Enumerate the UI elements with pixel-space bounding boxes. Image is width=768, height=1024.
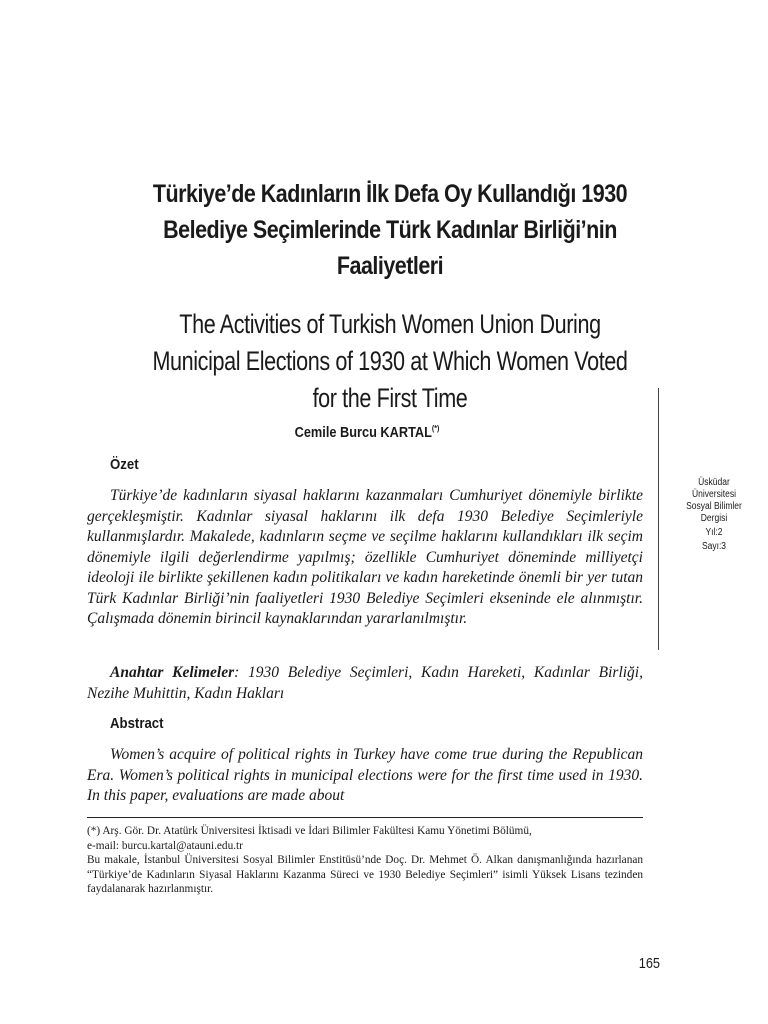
author-name: Cemile Burcu KARTAL — [294, 425, 432, 441]
title-en-line: Municipal Elections of 1930 at Which Women Voted — [152, 346, 628, 376]
footnotes — [87, 824, 643, 897]
keywords — [87, 663, 643, 704]
ozet-text — [87, 486, 643, 630]
footnote-thesis: Bu makale, İstanbul Üniversitesi Sosyal Bilimler Enstitüsü’nde Doç. Dr. Mehmet Ö. Alkan danışmanlığında hazırlanan “Türkiye’de Kadınların Siyasal Haklarını Kazanma Süreci ve 1930 Belediye Seçimleri” isimli Yüksek Lisans tezinden faydalanarak hazırlanmıştır. — [87, 854, 643, 895]
journal-name-line: Üsküdar — [698, 477, 730, 488]
keywords-text: : 1930 Belediye Seçimleri, Kadın Hareketi, Kadınlar Birliği, Nezihe Muhittin, Kadın Hakları — [87, 664, 643, 702]
abstract-heading: Abstract — [110, 715, 164, 732]
journal-name-line: Sosyal Bilimler — [686, 501, 742, 512]
abstract-body: Women’s acquire of political rights in Turkey have come true during the Republican Era. Women’s political rights in municipal elections were for the first time used in 1930. In this paper, evaluations are made about — [87, 746, 643, 804]
footnote-affiliation: (*) Arş. Gör. Dr. Atatürk Üniversitesi İktisadi ve İdari Bilimler Fakültesi Kamu Yönetimi Bölümü, — [87, 825, 532, 837]
title-tr-line: Türkiye’de Kadınların İlk Defa Oy Kullandığı 1930 — [152, 180, 628, 208]
article-title-turkish — [115, 176, 665, 284]
title-tr-line: Faaliyetleri — [336, 252, 444, 280]
journal-name-line: Üniversitesi — [692, 489, 736, 500]
ozet-body: Türkiye’de kadınların siyasal haklarını kazanmaları Cumhuriyet dönemiyle birlikte gerçekleşmiştir. Kadınlar siyasal haklarını ilk defa 1930 Belediye Seçimleriyle kullanmışlardır. Makalede, kadınların seçme ve seçilme haklarını kullandıkları ilk seçim dönemiyle ilgili değerlendirme yapılmış; özellikle Cumhuriyet döneminde milliyetçi ideoloji ile birlikte şekillenen kadın politikaları ve kadın hareketinde önemli bir yer tutan Türk Kadınlar Birliği’nin faaliyetleri 1930 Belediye Seçimleri ekseninde ele alınmıştır. Çalışmada dönemin birincil kaynaklarından yararlanılmıştır. — [87, 487, 643, 627]
journal-name-line: Dergisi — [700, 513, 728, 524]
journal-year: Yıl:2 — [705, 527, 723, 538]
article-title-english — [110, 306, 670, 417]
footnote-rule — [87, 817, 643, 818]
abstract-text — [87, 745, 643, 807]
sidebar-divider — [658, 388, 659, 650]
author-note-mark: (*) — [431, 424, 440, 433]
journal-issue: Sayı:3 — [701, 541, 727, 552]
author — [44, 424, 690, 441]
journal-sidebar — [673, 477, 755, 553]
title-en-line: for the First Time — [312, 383, 468, 413]
footnote-email: e-mail: burcu.kartal@atauni.edu.tr — [87, 839, 243, 852]
ozet-heading: Özet — [110, 456, 139, 473]
title-en-line: The Activities of Turkish Women Union During — [179, 309, 601, 339]
title-tr-line: Belediye Seçimlerinde Türk Kadınlar Birliği’nin — [163, 216, 617, 244]
page-number: 165 — [638, 955, 660, 972]
keywords-label: Anahtar Kelimeler — [110, 664, 235, 681]
